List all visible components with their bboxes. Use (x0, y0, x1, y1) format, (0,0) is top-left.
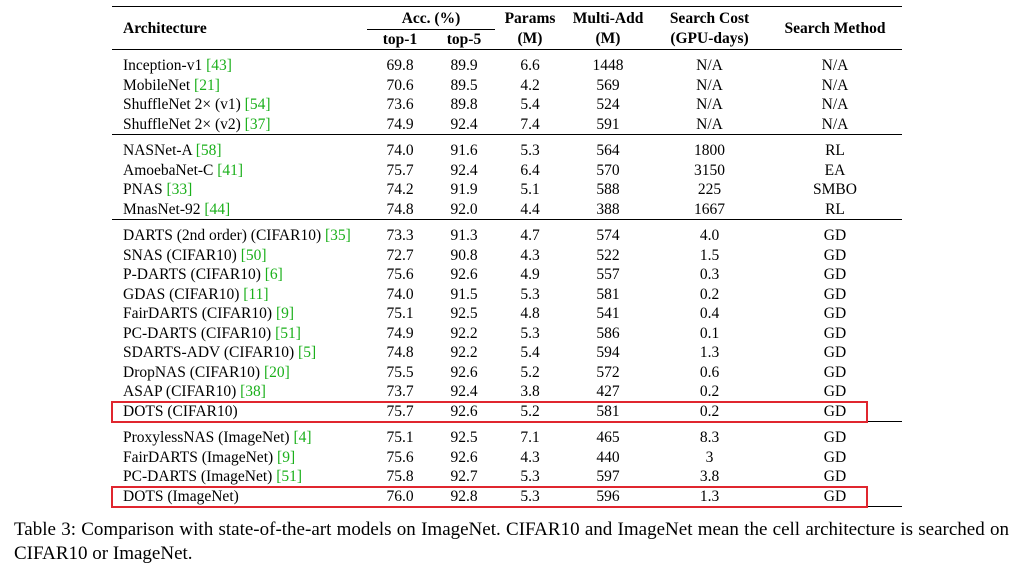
architecture-name: P-DARTS (CIFAR10) (123, 266, 265, 283)
top5-cell: 91.9 (450, 181, 478, 198)
citation-link[interactable]: [50] (240, 246, 267, 264)
citation-link[interactable]: [51] (275, 324, 301, 342)
search-cost-cell: 0.4 (699, 305, 720, 322)
search-method-cell: N/A (821, 115, 849, 133)
search-method-cell: RL (825, 200, 845, 218)
search-method-cell: RL (825, 142, 845, 159)
citation-link[interactable]: [11] (243, 285, 269, 303)
multiadd-cell: 564 (596, 142, 620, 159)
top5-cell: 92.4 (450, 115, 478, 133)
table-row (112, 161, 902, 181)
params-cell: 5.4 (520, 344, 540, 361)
header-params-unit: (M) (517, 30, 543, 48)
comparison-table-container (112, 6, 902, 507)
citation-link[interactable]: [6] (264, 266, 283, 283)
multiadd-cell: 388 (596, 200, 620, 218)
search-method-cell: EA (824, 161, 846, 179)
citation-link[interactable]: [37] (244, 115, 271, 133)
search-cost-cell: 0.2 (699, 383, 720, 400)
search-method-cell: N/A (821, 57, 849, 74)
citation-link[interactable]: [54] (244, 96, 271, 113)
citation-link[interactable]: [38] (240, 383, 266, 400)
architecture-name: ShuffleNet 2× (v1) (123, 96, 245, 113)
top5-cell: 91.6 (450, 142, 478, 159)
table-row (112, 141, 902, 161)
multiadd-cell: 597 (596, 468, 620, 485)
architecture-cell (112, 115, 367, 135)
multiadd-cell: 572 (596, 363, 620, 381)
architecture-name: PNAS (123, 181, 167, 198)
citation-link[interactable]: [43] (206, 57, 232, 74)
top5-cell: 92.6 (450, 402, 478, 420)
params-cell: 5.2 (520, 363, 540, 381)
search-method-cell: GD (823, 402, 847, 420)
top1-cell: 75.6 (386, 448, 414, 466)
table-row (112, 56, 902, 76)
top5-cell: 92.2 (450, 324, 478, 342)
params-cell: 3.8 (520, 383, 540, 400)
architecture-cell (112, 487, 367, 507)
citation-link[interactable]: [9] (277, 448, 296, 466)
architecture-cell (112, 246, 367, 266)
architecture-cell (112, 56, 367, 76)
params-cell: 6.6 (520, 57, 540, 74)
table-row (112, 382, 902, 402)
search-method-cell: GD (823, 324, 847, 342)
params-cell: 7.1 (520, 429, 540, 446)
top1-cell: 75.6 (386, 266, 414, 283)
search-method-cell: GD (823, 227, 847, 244)
architecture-cell (112, 180, 367, 200)
header-top5: top-5 (433, 29, 495, 50)
search-method-cell: GD (823, 487, 847, 505)
search-method-cell: GD (823, 468, 847, 485)
comparison-table (112, 6, 902, 507)
header-architecture: Architecture (123, 20, 207, 38)
multiadd-cell: 1448 (592, 57, 624, 74)
top5-cell: 92.5 (450, 305, 478, 322)
params-cell: 5.3 (520, 285, 540, 303)
top1-cell: 75.1 (386, 429, 414, 446)
search-cost-cell: 3 (705, 448, 714, 466)
top1-cell: 75.1 (386, 305, 414, 322)
multiadd-cell: 581 (596, 285, 620, 303)
table-row (112, 428, 902, 448)
top5-cell: 89.9 (450, 57, 478, 74)
citation-link[interactable]: [5] (298, 344, 317, 361)
top5-cell: 91.3 (450, 227, 478, 244)
search-cost-cell: N/A (696, 96, 723, 113)
search-cost-cell: 1.5 (699, 246, 720, 264)
citation-link[interactable]: [9] (275, 305, 295, 322)
search-method-cell: GD (823, 305, 847, 322)
top1-cell: 74.8 (386, 344, 414, 361)
params-cell: 4.3 (520, 246, 540, 264)
architecture-cell (112, 304, 367, 324)
architecture-name: DOTS (CIFAR10) (123, 402, 238, 420)
table-row (112, 324, 902, 344)
architecture-cell (112, 200, 367, 220)
header-search-method: Search Method (784, 20, 886, 38)
architecture-name: Inception-v1 (123, 57, 207, 74)
citation-link[interactable]: [41] (217, 161, 244, 179)
multiadd-cell: 557 (596, 266, 620, 283)
architecture-name: ASAP (CIFAR10) (123, 383, 241, 400)
architecture-cell (112, 402, 367, 422)
citation-link[interactable]: [35] (324, 227, 351, 244)
citation-link[interactable]: [20] (263, 363, 290, 381)
architecture-cell (112, 363, 367, 383)
params-cell: 4.4 (520, 200, 540, 218)
top5-cell: 92.6 (450, 266, 478, 283)
search-method-cell: GD (823, 285, 847, 303)
table-row (112, 448, 902, 468)
architecture-name: PC-DARTS (ImageNet) (123, 468, 277, 485)
table-row (112, 265, 902, 285)
params-cell: 4.2 (520, 76, 540, 94)
search-cost-cell: 3.8 (699, 468, 720, 485)
architecture-cell (112, 467, 367, 487)
params-cell: 5.3 (520, 468, 540, 485)
header-top1: top-1 (367, 29, 433, 50)
search-cost-cell: 1.3 (699, 344, 720, 361)
multiadd-cell: 586 (596, 324, 620, 342)
params-cell: 5.2 (520, 402, 540, 420)
top1-cell: 74.8 (386, 200, 414, 218)
architecture-name: AmoebaNet-C (123, 161, 218, 179)
table-row (112, 226, 902, 246)
params-cell: 4.3 (520, 448, 540, 466)
architecture-name: DOTS (ImageNet) (123, 487, 239, 505)
params-cell: 5.1 (520, 181, 540, 198)
multiadd-cell: 440 (596, 448, 620, 466)
top1-cell: 74.0 (386, 142, 414, 159)
header-params: Params (504, 10, 556, 28)
citation-link[interactable]: [4] (293, 429, 312, 446)
top5-cell: 92.4 (450, 161, 478, 179)
architecture-cell (112, 161, 367, 181)
top1-cell: 74.9 (386, 324, 414, 342)
header-multiadd: Multi-Add (572, 10, 644, 28)
architecture-name: FairDARTS (CIFAR10) (123, 305, 276, 322)
search-cost-cell: 0.2 (699, 402, 720, 420)
top5-cell: 89.5 (450, 76, 478, 94)
top1-cell: 73.3 (386, 227, 414, 244)
multiadd-cell: 524 (596, 96, 620, 113)
architecture-cell (112, 226, 367, 246)
table-row-highlighted (112, 487, 902, 507)
top5-cell: 90.8 (450, 246, 478, 264)
architecture-cell (112, 285, 367, 305)
architecture-name: DropNAS (CIFAR10) (123, 363, 264, 381)
architecture-name: MnasNet-92 (123, 200, 205, 218)
architecture-name: ProxylessNAS (ImageNet) (123, 429, 294, 446)
architecture-name: FairDARTS (ImageNet) (123, 448, 278, 466)
search-method-cell: GD (823, 383, 847, 400)
search-cost-cell: 1.3 (699, 487, 720, 505)
search-method-cell: GD (823, 344, 847, 361)
header-acc: Acc. (%) (401, 10, 461, 27)
params-cell: 4.7 (520, 227, 540, 244)
table-row (112, 285, 902, 305)
table-row (112, 304, 902, 324)
params-cell: 7.4 (520, 115, 540, 133)
multiadd-cell: 522 (596, 246, 620, 264)
search-method-cell: SMBO (813, 181, 857, 198)
citation-link[interactable]: [58] (195, 142, 222, 159)
top1-cell: 73.7 (386, 383, 414, 400)
header-multiadd-unit: (M) (595, 30, 621, 48)
top5-cell: 92.8 (450, 487, 478, 505)
architecture-name: MobileNet (123, 76, 195, 94)
architecture-cell (112, 76, 367, 96)
top1-cell: 75.7 (386, 161, 414, 179)
architecture-name: ShuffleNet 2× (v2) (123, 115, 245, 133)
top1-cell: 69.8 (386, 57, 414, 74)
table-row (112, 363, 902, 383)
architecture-cell (112, 343, 367, 363)
multiadd-cell: 569 (596, 76, 620, 94)
table-row (112, 76, 902, 96)
bottom-rule (112, 507, 902, 508)
architecture-cell (112, 324, 367, 344)
architecture-cell (112, 95, 367, 115)
params-cell: 6.4 (520, 161, 540, 179)
architecture-cell (112, 265, 367, 285)
top5-cell: 92.5 (450, 429, 478, 446)
architecture-name: NASNet-A (123, 142, 196, 159)
architecture-cell (112, 382, 367, 402)
search-method-cell: GD (823, 429, 847, 446)
architecture-name: PC-DARTS (CIFAR10) (123, 324, 276, 342)
multiadd-cell: 541 (596, 305, 620, 322)
multiadd-cell: 581 (596, 402, 620, 420)
search-cost-cell: 0.2 (699, 285, 720, 303)
top1-cell: 74.0 (386, 285, 414, 303)
top1-cell: 75.5 (386, 363, 414, 381)
search-cost-cell: 1667 (694, 200, 725, 218)
top5-cell: 89.8 (450, 96, 478, 113)
search-cost-cell: 4.0 (699, 227, 720, 244)
params-cell: 4.9 (520, 266, 540, 283)
search-cost-cell: N/A (696, 76, 723, 94)
table-body (112, 50, 902, 508)
top5-cell: 92.2 (450, 344, 478, 361)
architecture-cell (112, 448, 367, 468)
top5-cell: 92.7 (450, 468, 478, 485)
multiadd-cell: 574 (596, 227, 620, 244)
params-cell: 5.4 (520, 96, 540, 113)
citation-link[interactable]: [33] (166, 181, 193, 198)
search-cost-cell: 0.1 (699, 324, 720, 342)
multiadd-cell: 570 (596, 161, 620, 179)
citation-link[interactable]: [51] (276, 468, 303, 485)
top1-cell: 70.6 (386, 76, 414, 94)
search-cost-cell: 3150 (694, 161, 725, 179)
top1-cell: 76.0 (386, 487, 414, 505)
top1-cell: 75.8 (386, 468, 414, 485)
header-search-cost: Search Cost (669, 10, 750, 28)
search-cost-cell: N/A (696, 57, 723, 74)
params-cell: 5.3 (520, 487, 540, 505)
multiadd-cell: 596 (596, 487, 620, 505)
multiadd-cell: 588 (596, 181, 620, 198)
top1-cell: 74.9 (386, 115, 414, 133)
top1-cell: 73.6 (386, 96, 414, 113)
architecture-name: GDAS (CIFAR10) (123, 285, 244, 303)
top5-cell: 92.0 (450, 200, 478, 218)
citation-link[interactable]: [44] (204, 200, 231, 218)
table-row (112, 246, 902, 266)
search-cost-cell: 225 (697, 181, 722, 198)
top1-cell: 72.7 (386, 246, 414, 264)
search-cost-cell: 8.3 (699, 429, 720, 446)
params-cell: 5.3 (520, 142, 540, 159)
top5-cell: 92.6 (450, 363, 478, 381)
search-method-cell: N/A (821, 76, 849, 94)
table-row (112, 95, 902, 115)
table-row (112, 180, 902, 200)
multiadd-cell: 465 (596, 429, 620, 446)
params-cell: 4.8 (520, 305, 540, 322)
table-row (112, 467, 902, 487)
architecture-cell (112, 428, 367, 448)
table-row (112, 200, 902, 220)
top5-cell: 91.5 (450, 285, 478, 303)
table-row (112, 343, 902, 363)
table-row-highlighted (112, 402, 902, 422)
search-method-cell: GD (823, 363, 847, 381)
multiadd-cell: 427 (596, 383, 620, 400)
citation-link[interactable]: [21] (194, 76, 220, 94)
table-row (112, 115, 902, 135)
architecture-cell (112, 141, 367, 161)
search-cost-cell: 0.3 (699, 266, 720, 283)
top1-cell: 74.2 (386, 181, 414, 198)
search-method-cell: GD (823, 266, 847, 283)
header-row-1 (112, 9, 902, 29)
params-cell: 5.3 (520, 324, 540, 342)
architecture-name: SDARTS-ADV (CIFAR10) (123, 344, 299, 361)
header-search-cost-unit: (GPU-days) (670, 30, 749, 48)
search-cost-cell: 1800 (694, 142, 725, 159)
search-method-cell: GD (823, 246, 847, 264)
multiadd-cell: 591 (596, 115, 620, 133)
multiadd-cell: 594 (596, 344, 620, 361)
architecture-name: SNAS (CIFAR10) (123, 246, 241, 264)
search-cost-cell: 0.6 (699, 363, 720, 381)
architecture-name: DARTS (2nd order) (CIFAR10) (123, 227, 325, 244)
search-method-cell: N/A (821, 96, 849, 113)
table-caption: Table 3: Comparison with state-of-the-art models on ImageNet. CIFAR10 and ImageNet mean the cell architecture is searched on CIFAR10 or ImageNet. (14, 519, 1009, 564)
top5-cell: 92.4 (450, 383, 478, 400)
top1-cell: 75.7 (386, 402, 414, 420)
top5-cell: 92.6 (450, 448, 478, 466)
search-method-cell: GD (823, 448, 847, 466)
search-cost-cell: N/A (696, 115, 723, 133)
